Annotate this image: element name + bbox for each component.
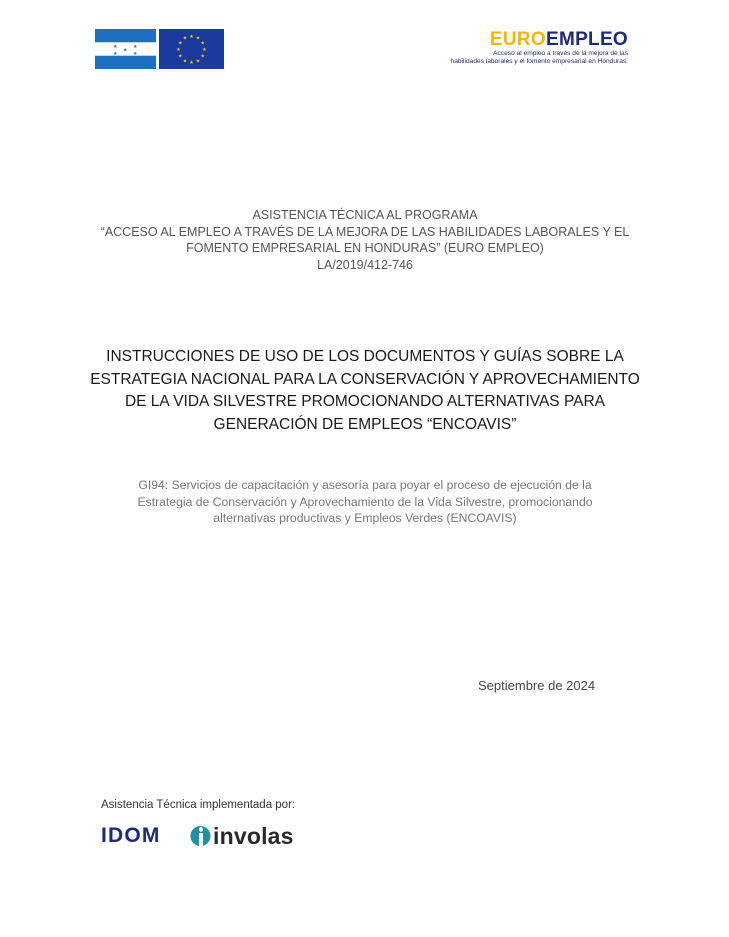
involas-logo-text: involas <box>213 822 294 849</box>
eu-flag-icon <box>159 29 224 69</box>
svg-text:★: ★ <box>113 51 118 57</box>
eu-star-icon: ★ <box>178 40 183 47</box>
involas-logo <box>190 822 294 850</box>
idom-logo: IDOM <box>101 824 161 847</box>
programa-line: ASISTENCIA TÉCNICA AL PROGRAMA <box>252 208 478 222</box>
eu-star-icon: ★ <box>202 47 207 53</box>
title-line: GENERACIÓN DE EMPLEOS “ENCOAVIS” <box>213 415 517 433</box>
eu-star-icon: ★ <box>195 35 201 42</box>
programa-code: LA/2019/412-746 <box>317 257 413 272</box>
programa-line: FOMENTO EMPRESARIAL EN HONDURAS” (EURO EMPLEO) <box>186 241 544 255</box>
programa-block <box>70 207 660 273</box>
eu-star-icon: ★ <box>189 34 194 40</box>
title-line: INSTRUCCIONES DE USO DE LOS DOCUMENTOS Y GUÍAS SOBRE LA <box>106 348 624 365</box>
eu-star-icon: ★ <box>182 58 188 65</box>
svg-text:★: ★ <box>133 51 138 57</box>
logo-tagline-2: habilidades laborales y el fomento empresarial en Honduras. <box>450 58 628 65</box>
document-date: Septiembre de 2024 <box>478 678 596 693</box>
programa-line: “ACCESO AL EMPLEO A TRAVÉS DE LA MEJORA DE LAS HABILIDADES LABORALES Y EL <box>100 224 630 239</box>
eu-star-icon: ★ <box>195 58 201 65</box>
svg-text:★: ★ <box>123 47 128 54</box>
document-description <box>70 477 660 527</box>
description-line: Estrategia de Conservación y Aprovechamiento de la Vida Silvestre, promocionando <box>137 494 593 509</box>
svg-text:★: ★ <box>133 44 138 50</box>
eu-star-icon: ★ <box>182 35 188 42</box>
eu-star-icon: ★ <box>200 53 206 60</box>
euroempleo-brand <box>400 30 628 50</box>
honduras-flag-icon <box>95 29 156 69</box>
title-line: ESTRATEGIA NACIONAL PARA LA CONSERVACIÓN Y APROVECHAMIENTO <box>90 370 640 388</box>
logo-euro-text: EURO <box>489 29 546 50</box>
svg-text:★: ★ <box>113 44 118 50</box>
description-line: GI94: Servicios de capacitación y asesoría para poyar el proceso de ejecución de la <box>138 478 592 492</box>
document-title <box>70 346 660 436</box>
involas-drop-icon <box>190 824 211 848</box>
description-line: alternativas productivas y Empleos Verdes (ENCOAVIS) <box>213 511 517 525</box>
eu-star-icon: ★ <box>189 60 194 66</box>
implemented-by-label: Asistencia Técnica implementada por: <box>101 799 296 811</box>
logo-empleo-text: EMPLEO <box>545 29 628 50</box>
eu-star-icon: ★ <box>176 47 181 53</box>
euroempleo-logo <box>400 30 628 66</box>
eu-star-icon: ★ <box>178 53 183 60</box>
title-line: DE LA VIDA SILVESTRE PROMOCIONANDO ALTERNATIVAS PARA <box>124 393 606 410</box>
logo-tagline-1: Acceso al empleo a través de la mejora de las <box>493 50 628 57</box>
eu-star-icon: ★ <box>200 40 206 47</box>
